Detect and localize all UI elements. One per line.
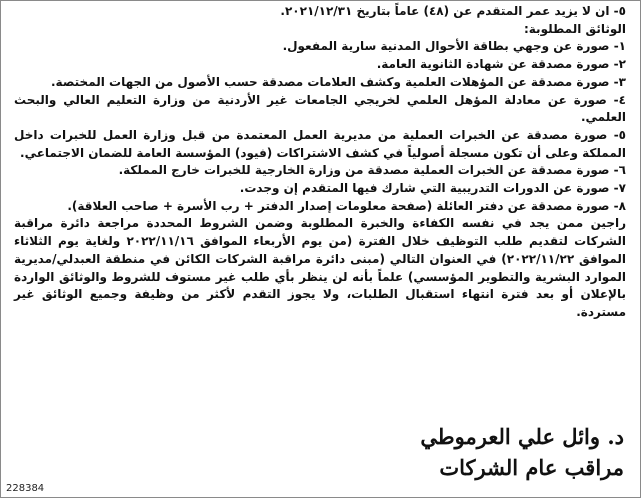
- signature-block: [420, 421, 624, 483]
- document-item-2: ٢- صورة مصدقة عن شهادة الثانوية العامة.: [376, 57, 626, 72]
- age-condition: ٥- ان لا يزيد عمر المتقدم عن (٤٨) عاماً بتاريخ ٢٠٢١/١٢/٣١.: [280, 4, 626, 18]
- document-item-7: ٧- صورة عن الدورات التدريبية التي شارك فيها المتقدم إن وجدت.: [239, 181, 626, 196]
- application-instructions: راجين ممن يجد في نفسه الكفاءة والخبرة المطلوبة وضمن الشروط المحددة مراجعة دائرة مراقبة الشركات لتقديم طلب التوظيف خلال الفترة (من يوم الأربعاء الموافق ٢٠٢٢/١١/١٦ ولغاية يوم الثلاثاء الموافق ٢٠٢٢/١١/٢٢) في العنوان التالي (مبنى دائرة مراقبة الشركات الكائن في منطقة العبدلي/مديرية الموارد البشرية والتطوير المؤسسي) علماً بأنه لن ينظر بأي طلب غير مستوف للشروط والوثائق الواردة بالإعلان أو بعد فترة انتهاء استقبال الطلبات، ولا يجوز التقدم لأكثر من وظيفة وجميع الوثائق غير مستردة.: [14, 216, 626, 319]
- ad-number: 228384: [6, 483, 45, 494]
- document-item-4: ٤- صورة عن معادلة المؤهل العلمي لخريجي الجامعات غير الأردنية من وزارة التعليم العالي والبحث العلمي.: [14, 92, 626, 125]
- signatory-title: مراقب عام الشركات: [439, 455, 624, 480]
- documents-heading: الوثائق المطلوبة:: [523, 21, 626, 36]
- document-item-3: ٣- صورة مصدقة عن المؤهلات العلمية وكشف العلامات مصدقة حسب الأصول من الجهات المختصة.: [51, 74, 626, 89]
- document-item-8: ٨- صورة مصدقة عن دفتر العائلة (صفحة معلومات إصدار الدفتر + رب الأسرة + صاحب العلاقة).: [67, 198, 626, 213]
- signatory-name: د. وائل علي العرموطي: [420, 424, 624, 449]
- document-item-1: ١- صورة عن وجهي بطاقة الأحوال المدنية سارية المفعول.: [282, 39, 626, 54]
- notice-body: [14, 3, 626, 322]
- document-item-6: ٦- صورة مصدقة عن الخبرات العملية مصدقة من وزارة الخارجية للخبرات خارج المملكة.: [118, 163, 626, 178]
- document-item-5: ٥- صورة مصدقة عن الخبرات العملية من مديرية العمل المعتمدة من قبل وزارة العمل للخبرات داخل المملكة وعلى أن تكون مسجلة أصولياً في كشف الاشتراكات (فيود) المؤسسة العامة للضمان الاجتماعي.: [14, 127, 626, 160]
